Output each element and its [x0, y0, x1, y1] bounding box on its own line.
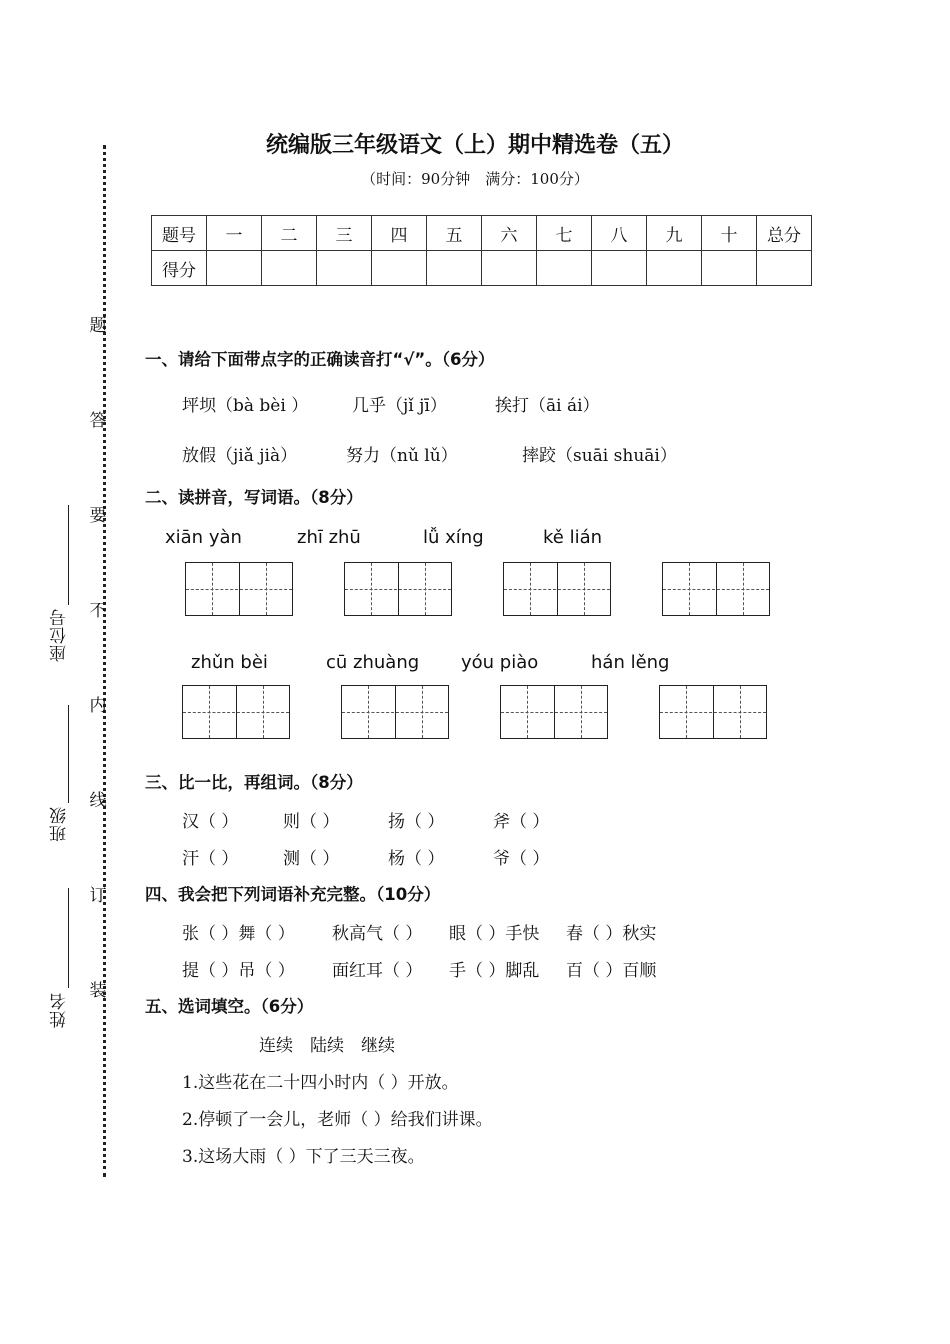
writing-grid-box[interactable]: [341, 685, 449, 739]
question-2-heading: 二、读拼音，写词语。（8分）: [145, 488, 363, 507]
idiom-blank[interactable]: 手（ ）脚乱: [449, 961, 540, 981]
score-entry-cell[interactable]: [702, 251, 757, 286]
table-cell: 得分: [152, 251, 207, 286]
writing-grid-box[interactable]: [344, 562, 452, 616]
idiom-blank[interactable]: 眼（ ）手快: [449, 924, 540, 944]
binding-char: 装: [89, 981, 107, 1001]
idiom-blank[interactable]: 春（ ）秋实: [566, 924, 657, 944]
fill-in-sentence[interactable]: 3.这场大雨（ ）下了三天三夜。: [182, 1147, 425, 1167]
word-blank[interactable]: 汉（ ）: [182, 812, 239, 832]
question-3-heading: 三、比一比，再组词。（8分）: [145, 773, 363, 792]
question-5-heading: 五、选词填空。（6分）: [145, 997, 314, 1016]
score-entry-cell[interactable]: [207, 251, 262, 286]
table-cell: 四: [372, 216, 427, 251]
word-blank[interactable]: 斧（ ）: [493, 812, 550, 832]
idiom-blank[interactable]: 秋高气（ ）: [332, 924, 423, 944]
score-entry-cell[interactable]: [372, 251, 427, 286]
score-entry-cell[interactable]: [317, 251, 372, 286]
table-cell: 七: [537, 216, 592, 251]
word-blank[interactable]: 扬（ ）: [388, 812, 445, 832]
table-cell: 三: [317, 216, 372, 251]
pinyin-choice[interactable]: 坪坝（bà bèi ）: [182, 396, 309, 416]
score-entry-cell[interactable]: [592, 251, 647, 286]
seat-number-blank: [68, 505, 69, 605]
question-4-heading: 四、我会把下列词语补充完整。（10分）: [145, 885, 441, 904]
score-entry-cell[interactable]: [262, 251, 317, 286]
name-blank: [68, 888, 69, 988]
binding-char: 题: [89, 316, 107, 336]
table-cell: 一: [207, 216, 262, 251]
writing-grid-box[interactable]: [503, 562, 611, 616]
writing-grid-box[interactable]: [659, 685, 767, 739]
writing-grid-box[interactable]: [182, 685, 290, 739]
pinyin-prompt: xiān yàn: [165, 527, 242, 548]
table-cell: 八: [592, 216, 647, 251]
binding-dotted-line: [103, 145, 106, 1177]
score-entry-cell[interactable]: [647, 251, 702, 286]
table-cell: 总分: [757, 216, 812, 251]
writing-grid-box[interactable]: [662, 562, 770, 616]
class-label: 班级: [50, 806, 70, 842]
pinyin-choice[interactable]: 挨打（āi ái）: [495, 396, 600, 416]
fill-in-sentence[interactable]: 2.停顿了一会儿，老师（ ）给我们讲课。: [182, 1110, 493, 1130]
pinyin-prompt: cū zhuàng: [326, 652, 420, 673]
exam-time-score-info: （时间：90分钟 满分：100分）: [361, 170, 589, 188]
word-blank[interactable]: 杨（ ）: [388, 849, 445, 869]
pinyin-choice[interactable]: 努力（nǔ lǔ）: [346, 446, 458, 466]
word-blank[interactable]: 汗（ ）: [182, 849, 239, 869]
pinyin-prompt: kě lián: [543, 527, 603, 548]
question-1-heading: 一、请给下面带点字的正确读音打“√”。（6分）: [145, 350, 495, 369]
idiom-blank[interactable]: 提（ ）吊（ ）: [182, 961, 295, 981]
name-label: 姓名: [50, 992, 70, 1028]
table-row: [152, 216, 812, 251]
table-cell: 五: [427, 216, 482, 251]
page-title: 统编版三年级语文（上）期中精选卷（五）: [265, 133, 684, 158]
binding-char: 答: [89, 411, 107, 431]
word-blank[interactable]: 爷（ ）: [493, 849, 550, 869]
score-entry-cell[interactable]: [537, 251, 592, 286]
writing-grid-box[interactable]: [185, 562, 293, 616]
table-cell: 六: [482, 216, 537, 251]
pinyin-prompt: lǚ xíng: [423, 527, 484, 548]
pinyin-choice[interactable]: 几乎（jǐ jī）: [352, 396, 447, 416]
pinyin-choice[interactable]: 摔跤（suāi shuāi）: [522, 446, 677, 466]
table-cell: 九: [647, 216, 702, 251]
table-cell: 题号: [152, 216, 207, 251]
idiom-blank[interactable]: 张（ ）舞（ ）: [182, 924, 295, 944]
pinyin-prompt: zhǔn bèi: [191, 652, 268, 673]
class-blank: [68, 705, 69, 803]
idiom-blank[interactable]: 百（ ）百顺: [566, 961, 657, 981]
idiom-blank[interactable]: 面红耳（ ）: [332, 961, 423, 981]
word-blank[interactable]: 则（ ）: [283, 812, 340, 832]
seat-number-label: 座位号: [50, 608, 70, 662]
score-entry-cell[interactable]: [427, 251, 482, 286]
pinyin-prompt: zhī zhū: [297, 527, 361, 548]
binding-char: 内: [89, 696, 107, 716]
score-entry-cell[interactable]: [482, 251, 537, 286]
score-entry-cell[interactable]: [757, 251, 812, 286]
word-options: 连续 陆续 继续: [259, 1036, 395, 1056]
table-cell: 十: [702, 216, 757, 251]
pinyin-prompt: yóu piào: [461, 652, 539, 673]
writing-grid-box[interactable]: [500, 685, 608, 739]
table-row: [152, 251, 812, 286]
binding-char: 不: [89, 601, 107, 621]
binding-char: 线: [89, 791, 107, 811]
binding-char: 订: [89, 886, 107, 906]
table-cell: 二: [262, 216, 317, 251]
pinyin-prompt: hán lěng: [591, 652, 670, 673]
pinyin-choice[interactable]: 放假（jiǎ jià）: [182, 446, 298, 466]
fill-in-sentence[interactable]: 1.这些花在二十四小时内（ ）开放。: [182, 1073, 459, 1093]
score-table: [151, 215, 812, 286]
binding-char: 要: [89, 506, 107, 526]
word-blank[interactable]: 测（ ）: [283, 849, 340, 869]
